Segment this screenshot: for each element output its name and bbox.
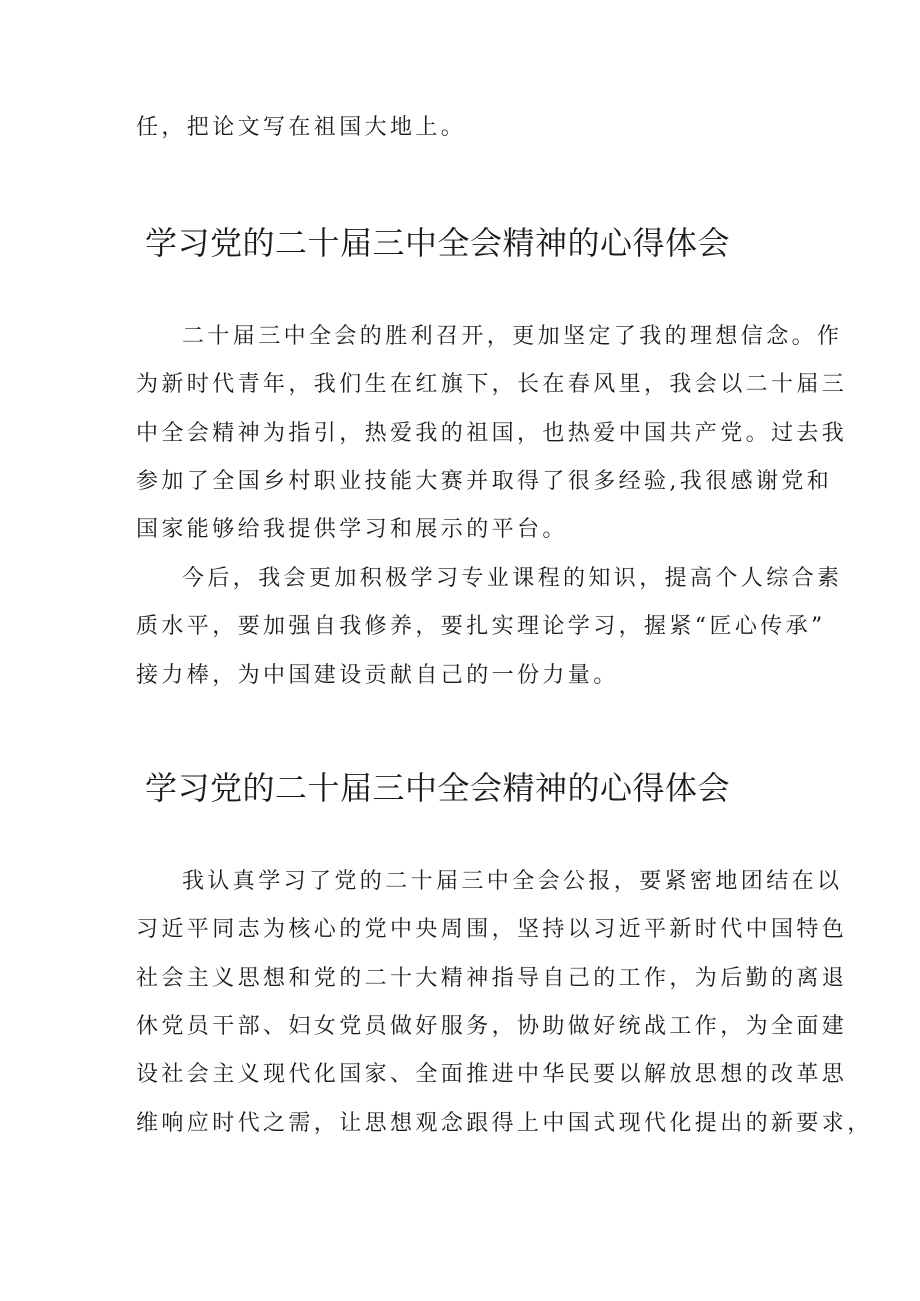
section-1-paragraph-1-line-3: 中全会精神为指引，热爱我的祖国，也热爱中国共产党。过去我 (136, 421, 848, 446)
section-1-paragraph-1-line-2: 为新时代青年，我们生在红旗下，长在春风里，我会以二十届三 (136, 372, 848, 397)
section-2-paragraph-1-line-3: 社会主义思想和党的二十大精神指导自己的工作，为后勤的离退 (136, 966, 848, 991)
section-1-paragraph-2-line-1: 今后，我会更加积极学习专业课程的知识，提高个人综合素 (182, 566, 843, 591)
section-2-paragraph-1-line-2: 习近平同志为核心的党中央周围，坚持以习近平新时代中国特色 (136, 917, 848, 942)
section-2-heading: 学习党的二十届三中全会精神的心得体会 (145, 769, 731, 807)
section-1-paragraph-1-line-5: 国家能够给我提供学习和展示的平台。 (136, 517, 568, 542)
section-1-paragraph-1-line-1: 二十届三中全会的胜利召开，更加坚定了我的理想信念。作 (182, 324, 843, 349)
section-1-heading: 学习党的二十届三中全会精神的心得体会 (145, 224, 731, 262)
section-1-paragraph-2-line-2: 质水平，要加强自我修养，要扎实理论学习，握紧“匠心传承” (136, 614, 826, 639)
section-1-paragraph-2-line-3: 接力棒，为中国建设贡献自己的一份力量。 (136, 663, 619, 688)
section-2-paragraph-1-line-1: 我认真学习了党的二十届三中全会公报，要紧密地团结在以 (182, 869, 843, 894)
section-2-paragraph-1-line-4: 休党员干部、妇女党员做好服务，协助做好统战工作，为全面建 (136, 1014, 848, 1039)
section-2-paragraph-1-line-6: 维响应时代之需，让思想观念跟得上中国式现代化提出的新要求， (136, 1111, 873, 1136)
intro-text-line: 任，把论文写在祖国大地上。 (136, 115, 467, 140)
section-2-paragraph-1-line-5: 设社会主义现代化国家、全面推进中华民要以解放思想的改革思 (136, 1062, 848, 1087)
section-1-paragraph-1-line-4: 参加了全国乡村职业技能大赛并取得了很多经验,我很感谢党和 (136, 469, 833, 494)
